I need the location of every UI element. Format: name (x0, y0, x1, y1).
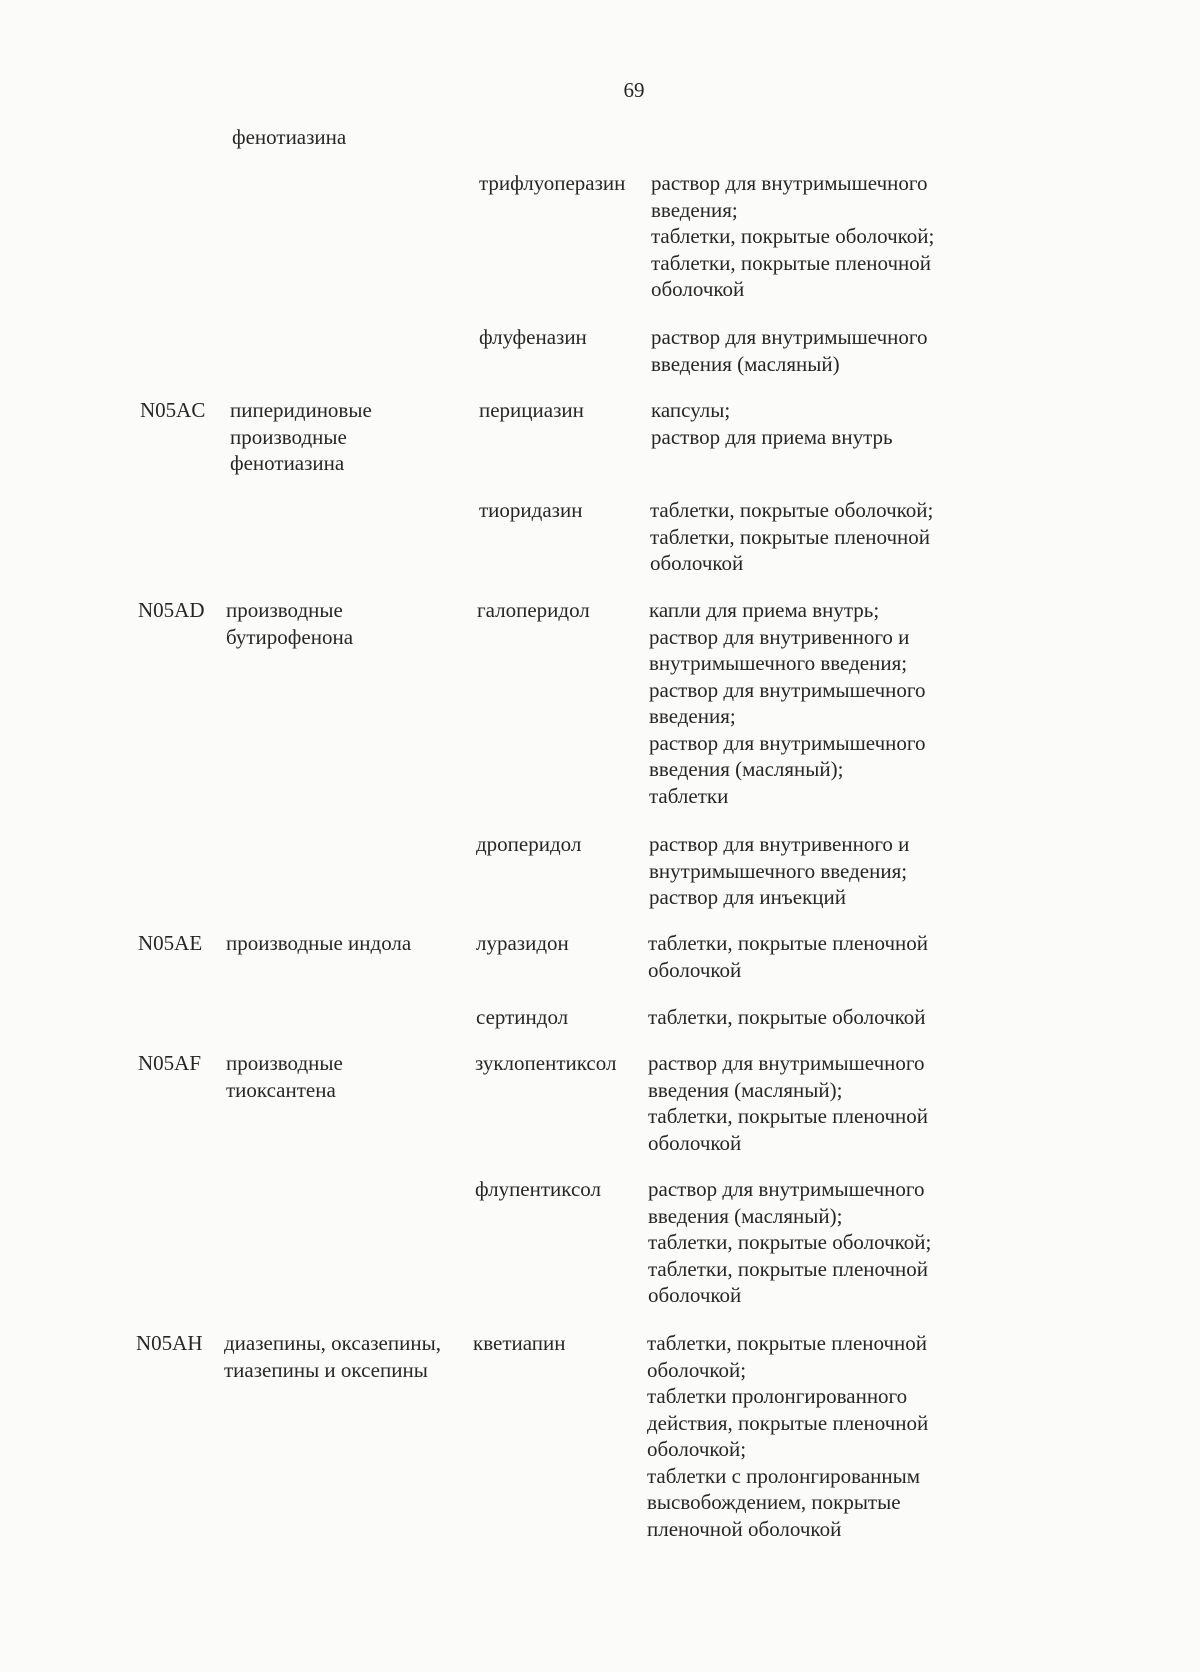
dosage-form-line: капсулы; (651, 398, 731, 422)
dosage-form-line: введения (масляный) (651, 351, 840, 376)
dosage-forms (650, 497, 990, 577)
dosage-forms (651, 397, 991, 450)
atc-code: N05AE (138, 931, 203, 955)
dosage-form-line: таблетки, покрытые пленочной (648, 931, 929, 955)
drug-name: перициазин (479, 398, 584, 422)
dosage-form-line: таблетки, покрытые пленочной (648, 1256, 929, 1281)
dosage-form-line: действия, покрытые пленочной (647, 1410, 929, 1435)
dosage-form-line: раствор для внутривенного и (649, 624, 910, 649)
dosage-form-line: таблетки с пролонгированным (647, 1463, 921, 1488)
drug-name: сертиндол (476, 1005, 569, 1029)
dosage-form-line: таблетки, покрытые оболочкой (648, 1005, 926, 1029)
atc-code: N05AD (138, 598, 205, 622)
dosage-form-line: таблетки пролонгированного (647, 1384, 908, 1408)
dosage-form-line: оболочкой (648, 957, 742, 982)
dosage-form-line: высвобождением, покрытые (647, 1490, 901, 1514)
dosage-form-line: раствор для внутримышечного (651, 325, 928, 349)
atc-group: пиперидиновые производные фенотиазина (230, 398, 372, 475)
dosage-forms (648, 1176, 988, 1309)
dosage-form-line: раствор для инъекций (649, 885, 846, 909)
dosage-form-line: таблетки, покрытые оболочкой; (648, 1230, 932, 1254)
dosage-form-line: введения (масляный); (649, 757, 844, 781)
dosage-form-line: введения; (651, 197, 738, 222)
dosage-forms (648, 930, 988, 983)
dosage-form-line: таблетки, покрытые пленочной (651, 250, 932, 275)
dosage-forms (648, 1004, 988, 1031)
dosage-form-line: раствор для внутримышечного (649, 677, 926, 702)
dosage-forms (647, 1330, 987, 1542)
dosage-forms (649, 831, 989, 911)
drug-name: кветиапин (473, 1331, 566, 1355)
page-number: 69 (623, 78, 645, 102)
drug-name: галоперидол (477, 598, 590, 622)
dosage-forms (648, 1050, 988, 1156)
dosage-form-line: раствор для внутримышечного (651, 171, 928, 195)
drug-name: зуклопентиксол (475, 1051, 617, 1075)
dosage-form-line: раствор для приема внутрь (651, 424, 893, 449)
atc-code: N05AF (138, 1051, 202, 1075)
dosage-form-line: таблетки, покрытые пленочной (648, 1104, 929, 1128)
dosage-form-line: оболочкой (648, 1283, 742, 1307)
dosage-form-line: раствор для внутримышечного (648, 1177, 925, 1201)
dosage-form-line: оболочкой; (647, 1357, 747, 1382)
dosage-form-line: таблетки, покрытые оболочкой; (651, 224, 935, 248)
drug-name: луразидон (476, 931, 569, 955)
drug-name: флуфеназин (479, 325, 587, 349)
dosage-form-line: введения (масляный); (648, 1077, 843, 1102)
drug-name: дроперидол (476, 832, 582, 856)
dosage-form-line: раствор для внутривенного и (649, 832, 910, 856)
dosage-form-line: внутримышечного введения; (649, 858, 908, 883)
dosage-form-line: введения; (649, 704, 736, 728)
atc-group: производные тиоксантена (226, 1051, 343, 1102)
dosage-forms (651, 170, 991, 303)
dosage-form-line: оболочкой (650, 551, 744, 575)
drug-name: трифлуоперазин (479, 171, 626, 195)
atc-group: производные индола (226, 931, 412, 955)
dosage-form-line: капли для приема внутрь; (649, 598, 880, 622)
dosage-form-line: таблетки, покрытые пленочной (647, 1331, 928, 1355)
dosage-form-line: раствор для внутримышечного (648, 1051, 925, 1075)
atc-group: производные бутирофенона (226, 598, 354, 649)
dosage-form-line: оболочкой (651, 277, 745, 301)
drug-name: тиоридазин (479, 498, 583, 522)
dosage-form-line: введения (масляный); (648, 1203, 843, 1228)
dosage-form-line: таблетки (649, 783, 729, 808)
dosage-form-line: оболочкой (648, 1130, 742, 1155)
atc-group: фенотиазина (232, 125, 347, 149)
atc-code: N05AC (140, 398, 206, 422)
dosage-forms (651, 324, 991, 377)
dosage-form-line: таблетки, покрытые пленочной (650, 524, 931, 549)
dosage-form-line: внутримышечного введения; (649, 651, 908, 675)
drug-name: флупентиксол (475, 1177, 601, 1201)
dosage-form-line: пленочной оболочкой (647, 1516, 842, 1541)
dosage-forms (649, 597, 989, 809)
dosage-form-line: оболочкой; (647, 1437, 747, 1461)
atc-group: диазепины, оксазепины, тиазепины и оксепины (224, 1331, 441, 1382)
dosage-form-line: таблетки, покрытые оболочкой; (650, 498, 934, 522)
atc-code: N05AH (136, 1331, 203, 1355)
dosage-form-line: раствор для внутримышечного (649, 730, 926, 755)
